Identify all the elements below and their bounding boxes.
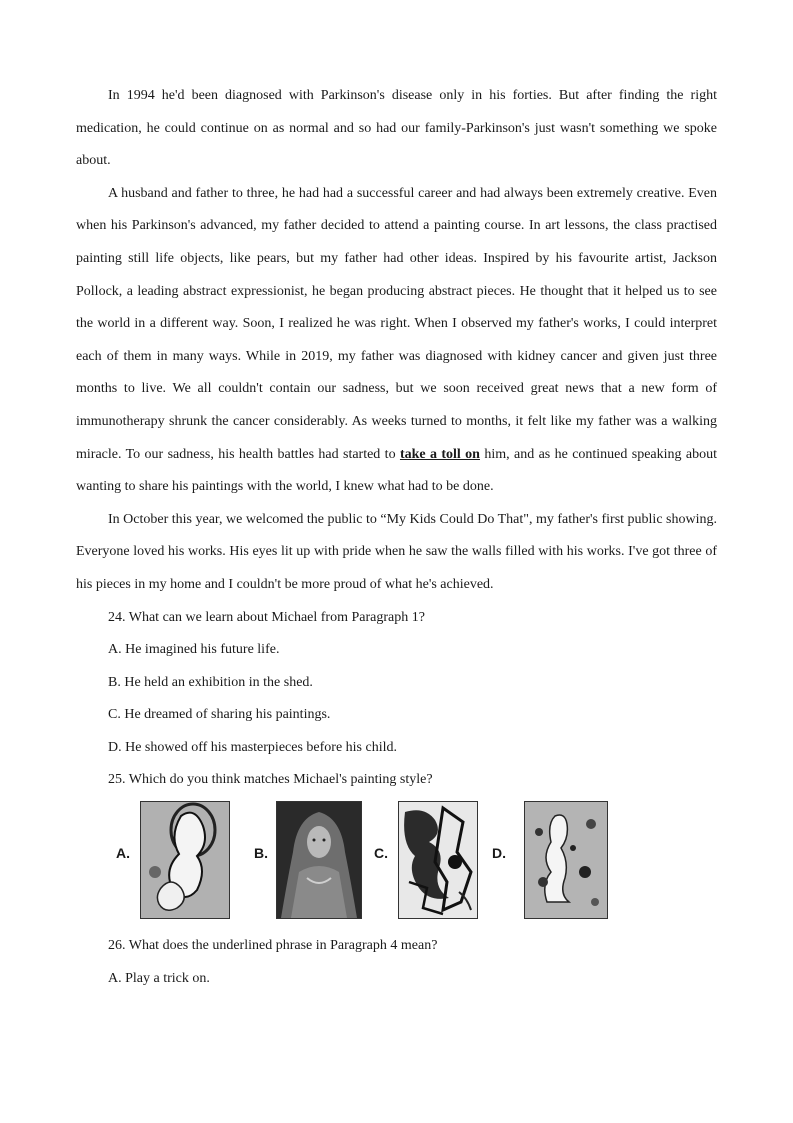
paragraph-1: In 1994 he'd been diagnosed with Parkinson's disease only in his forties. But after finding the right medication, he could continue on as normal and so had our family-Parkinson's just wasn't something we spoke about.: [76, 88, 717, 169]
q25-image-options: [116, 801, 717, 926]
paragraph-3: In October this year, we welcomed the public to “My Kids Could Do That", my father's first public showing. Everyone loved his works. His eyes lit up with pride when he saw the walls filled with his works. I've got three of his pieces in my home and I couldn't be more proud of what he's achieved.: [76, 511, 717, 592]
paragraph-2-end: him, and as he continued speaking about wanting to share his paintings with the world, I knew what had to be done.: [76, 446, 718, 495]
document-page: [76, 80, 717, 995]
portrait-painting-image: [276, 801, 362, 919]
abstract-figure-image: [398, 801, 478, 919]
abstract-splatter-image: [524, 801, 608, 919]
q25-label-d: D.: [492, 845, 506, 862]
q24-option-b: B. He held an exhibition in the shed.: [108, 674, 313, 690]
paragraph-2-text: A husband and father to three, he had had a successful career and had always been extremely creative. Even when his Parkinson's advanced, my father decided to attend a painting course. In art lessons, the class practised painting still life objects, like pears, but my father had other ideas. Inspired by his favourite artist, Jackson Pollock, a leading abstract expressionist, he began producing abstract pieces. He thought that it helped us to see the world in a different way. Soon, I realized he was right. When I observed my father's works, I could interpret each of them in many ways. While in 2019, my father was diagnosed with kidney cancer and given just three months to live. We all couldn't contain our sadness, but we soon received great news that a new form of immunotherapy shrunk the cancer considerably. As weeks turned to months, it felt like my father was a walking miracle. To our sadness, his health battles had started to: [76, 185, 717, 462]
q25-label-a: A.: [116, 845, 130, 862]
q24-option-a: A. He imagined his future life.: [108, 642, 280, 658]
q25-label-b: B.: [254, 845, 268, 862]
pears-still-life-image: [140, 801, 230, 919]
underlined-phrase: take a toll on: [399, 446, 480, 462]
paragraph-2: [76, 178, 717, 504]
question-26: 26. What does the underlined phrase in Paragraph 4 mean?: [108, 938, 438, 954]
question-24: 24. What can we learn about Michael from Paragraph 1?: [108, 609, 425, 625]
q24-option-c: C. He dreamed of sharing his paintings.: [108, 707, 331, 723]
q26-option-a: A. Play a trick on.: [108, 970, 210, 986]
question-25: 25. Which do you think matches Michael's painting style?: [108, 772, 433, 788]
q24-option-d: D. He showed off his masterpieces before his child.: [108, 739, 397, 755]
q25-label-c: C.: [374, 845, 388, 862]
